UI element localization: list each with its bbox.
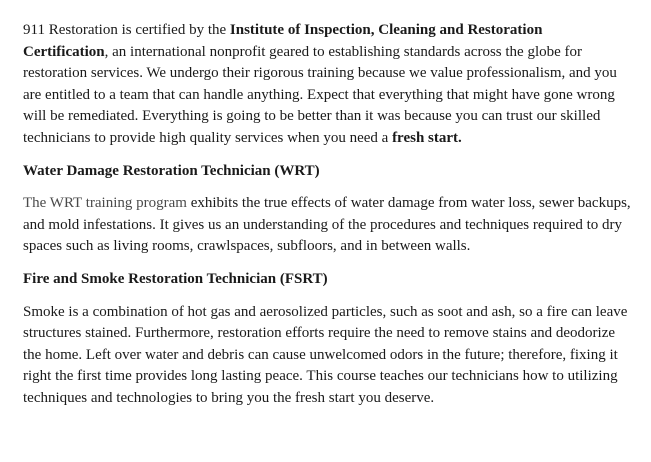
wrt-body-text: exhibits the true effects of water damage from water loss, sewer backups, and mold infestations. It gives us an understanding of the procedures and techniques required to dry spaces such as living rooms, crawlspaces, subfloors, and in between walls. <box>23 195 631 255</box>
intro-text-body: , an international nonprofit geared to establishing standards across the globe for restoration services. We undergo their rigorous training because we value professionalism, and you are entitled to a team that can handle anything. Expect that everything that might have gone wrong will be remediated. Everything is going to be better than it was because you can trust our skilled technicians to provide high quality services when you need a <box>23 43 617 146</box>
fresh-start-emphasis: fresh start. <box>392 129 462 146</box>
fsrt-paragraph: Smoke is a combination of hot gas and aerosolized particles, such as soot and ash, so a fire can leave structures stained. Furthermore, restoration efforts require the need to remove stains and deodorize the home. Left over water and debris can cause unwelcomed odors in the future; therefore, fixing it right the first time provides long lasting peace. This course teaches our technicians how to utilizing techniques and technologies to bring you the fresh start you deserve. <box>23 303 628 406</box>
certifying-organization: Institute of Inspection, Cleaning and Restoration Certification <box>23 22 543 60</box>
wrt-heading: Water Damage Restoration Technician (WRT) <box>23 162 320 179</box>
wrt-paragraph <box>23 193 631 258</box>
fsrt-heading: Fire and Smoke Restoration Technician (FSRT) <box>23 270 328 287</box>
intro-text-start: 911 Restoration is certified by the <box>23 22 230 38</box>
wrt-training-program-link[interactable]: The WRT training program <box>23 195 187 212</box>
intro-paragraph <box>23 20 631 150</box>
